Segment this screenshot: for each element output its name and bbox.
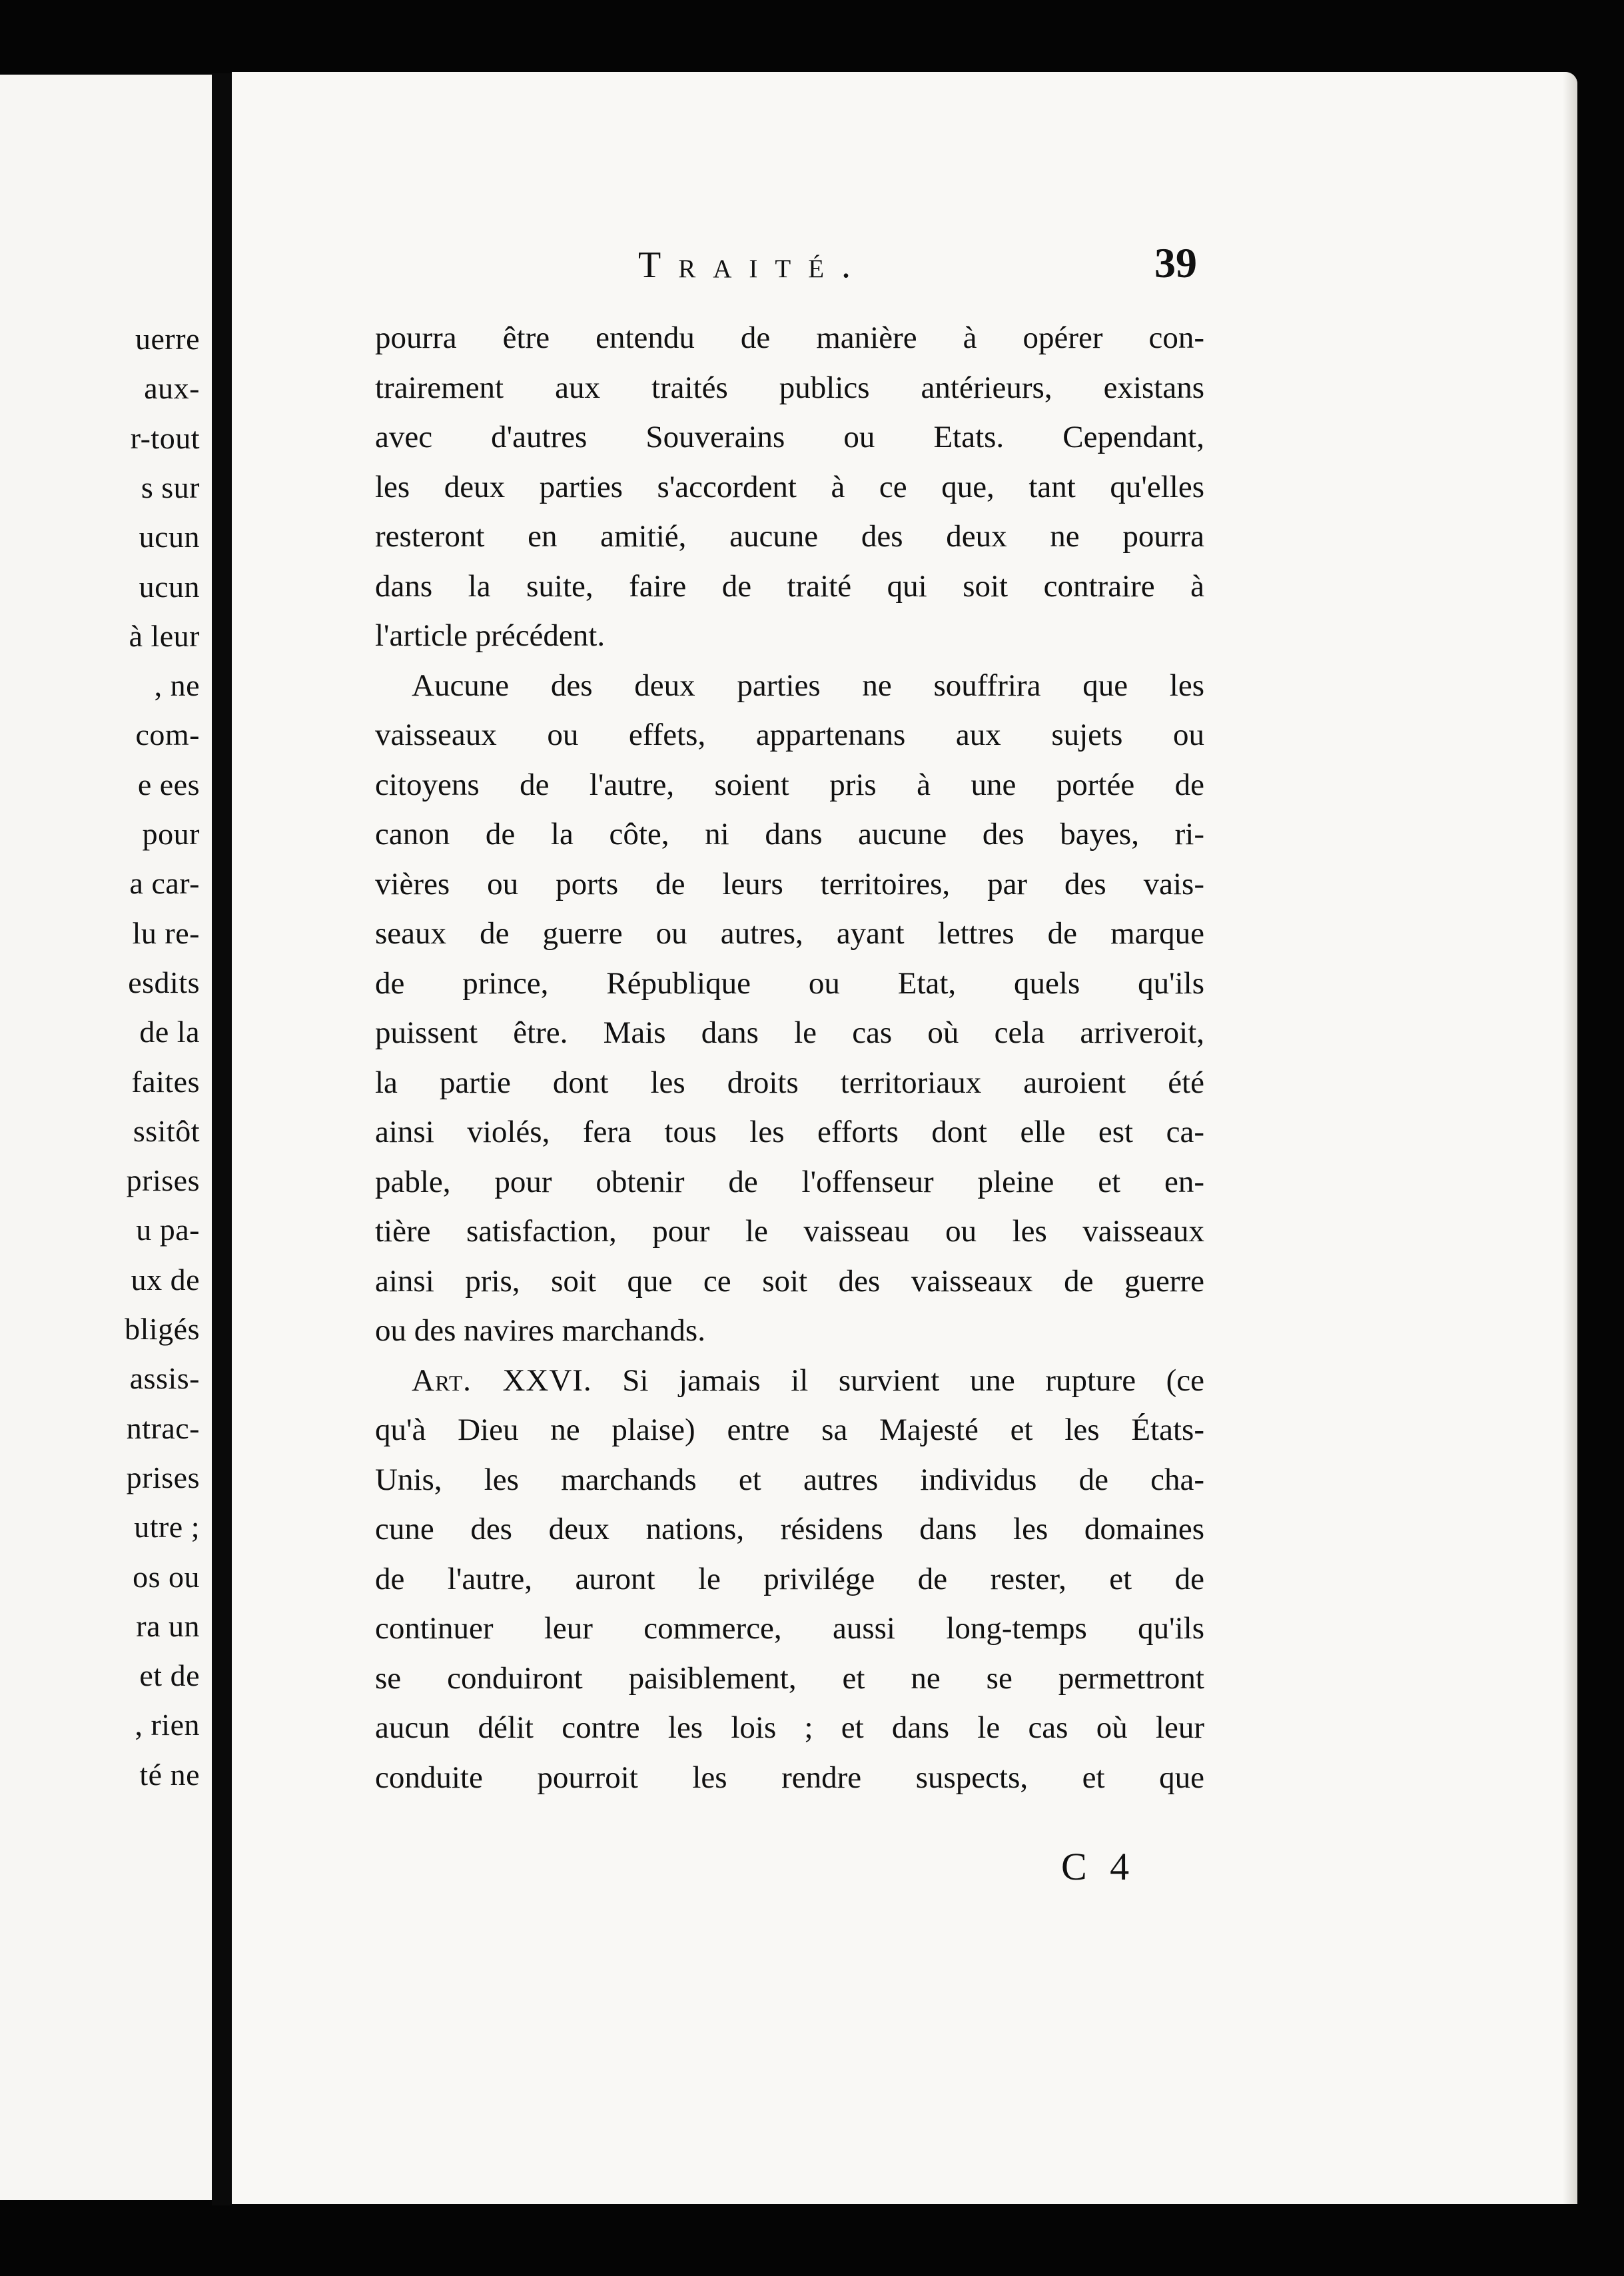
text-line <box>375 1107 1204 1157</box>
text-line-content: de l'autre, auront le privilége de rester, et de <box>375 1561 1204 1596</box>
text-line <box>375 1554 1204 1604</box>
text-line-content: de prince, République ou Etat, quels qu'ils <box>375 965 1204 1001</box>
article-label: Art. XXVI. <box>412 1363 592 1398</box>
text-line-content: l'article précédent. <box>375 618 606 653</box>
text-line-content: Aucune des deux parties ne souffrira que les <box>412 668 1204 703</box>
text-line-content: puissent être. Mais dans le cas où cela arriveroit, <box>375 1015 1204 1050</box>
text-line <box>375 810 1204 859</box>
text-line-content: Unis, les marchands et autres individus de cha- <box>375 1462 1204 1497</box>
text-line <box>375 1455 1204 1505</box>
left-page-line: aux- <box>144 371 200 406</box>
text-line <box>375 562 1204 612</box>
left-page-line: com- <box>135 718 200 752</box>
page-number: 39 <box>1154 239 1197 286</box>
left-page-line: ntrac- <box>126 1411 200 1445</box>
left-page-line: ucun <box>139 520 200 554</box>
text-line-content: pable, pour obtenir de l'offenseur pleine et en- <box>375 1164 1204 1199</box>
text-line-content: avec d'autres Souverains ou Etats. Cependant, <box>375 420 1204 454</box>
left-page-line: u pa- <box>136 1213 200 1247</box>
text-line-content: pourra être entendu de manière à opérer con- <box>375 320 1204 355</box>
signature-mark: C 4 <box>1061 1845 1136 1888</box>
text-line-content: tière satisfaction, pour le vaisseau ou les vaisseaux <box>375 1214 1204 1249</box>
text-line <box>375 1604 1204 1654</box>
left-page-line: et de <box>139 1658 200 1693</box>
text-line <box>375 611 1204 661</box>
text-line-content: aucun délit contre les lois ; et dans le cas où leur <box>375 1710 1204 1745</box>
text-line <box>375 462 1204 512</box>
left-page-line: , rien <box>135 1708 200 1742</box>
left-page-line: uerre <box>135 322 200 356</box>
text-line <box>375 760 1204 810</box>
text-line-content: resteront en amitié, aucune des deux ne pourra <box>375 519 1204 554</box>
text-line <box>375 1058 1204 1108</box>
text-line <box>375 1306 1204 1356</box>
page-edge <box>1563 72 1577 2204</box>
left-page-line: s sur <box>141 470 200 504</box>
text-line <box>375 1008 1204 1058</box>
text-line-content: vières ou ports de leurs territoires, par des vais- <box>375 866 1204 901</box>
text-line-content: seaux de guerre ou autres, ayant lettres de marque <box>375 916 1204 951</box>
text-line-content: continuer leur commerce, aussi long-temps qu'ils <box>375 1611 1204 1646</box>
text-line <box>375 313 1204 363</box>
left-page-line: prises <box>126 1163 200 1198</box>
text-line-content: se conduiront paisiblement, et ne se permettront <box>375 1660 1204 1696</box>
text-line <box>375 412 1204 462</box>
left-page-line: r-tout <box>130 420 200 455</box>
left-page-line: faites <box>131 1064 200 1099</box>
text-line-content: Si jamais il survient une rupture (ce <box>592 1363 1204 1398</box>
text-line-content: ou des navires marchands. <box>375 1313 705 1348</box>
text-line <box>375 1257 1204 1307</box>
text-line <box>375 909 1204 959</box>
left-page-line: à leur <box>129 618 200 653</box>
left-page-line: lu re- <box>132 915 200 950</box>
book-gutter <box>212 73 232 2205</box>
text-line <box>375 363 1204 413</box>
left-page-line: ucun <box>139 569 200 604</box>
text-line-content: qu'à Dieu ne plaise) entre sa Majesté et les États- <box>375 1413 1204 1447</box>
left-page-line: ra un <box>136 1608 200 1643</box>
text-line <box>375 710 1204 760</box>
text-line <box>375 661 1204 711</box>
left-page-line: pour <box>142 817 200 851</box>
text-line <box>375 1157 1204 1207</box>
running-head <box>232 239 1577 305</box>
running-title: Traité. <box>638 245 869 286</box>
text-line-content: vaisseaux ou effets, appartenans aux sujets ou <box>375 718 1204 752</box>
left-page-line: de la <box>139 1015 200 1049</box>
text-line <box>375 859 1204 909</box>
text-line-content: conduite pourroit les rendre suspects, et que <box>375 1760 1204 1795</box>
text-line-content: citoyens de l'autre, soient pris à une portée de <box>375 767 1204 802</box>
left-page-line: utre ; <box>134 1510 200 1544</box>
left-page-line: a car- <box>129 866 200 901</box>
text-line <box>375 959 1204 1009</box>
left-page <box>0 75 212 2200</box>
text-line-content: ainsi violés, fera tous les efforts dont elle est ca- <box>375 1115 1204 1149</box>
text-line <box>375 1753 1204 1803</box>
text-line <box>375 1504 1204 1554</box>
body-text <box>375 313 1204 1802</box>
right-page <box>232 72 1577 2204</box>
text-line <box>375 1654 1204 1704</box>
left-page-line: , ne <box>154 668 200 703</box>
left-page-line: assis- <box>129 1361 200 1396</box>
left-page-line: prises <box>126 1460 200 1494</box>
left-page-line: té ne <box>139 1757 200 1792</box>
text-line-content: ainsi pris, soit que ce soit des vaisseaux de guerre <box>375 1263 1204 1299</box>
text-line <box>375 1207 1204 1257</box>
text-line-content: canon de la côte, ni dans aucune des bayes, ri- <box>375 817 1204 852</box>
text-line <box>375 1356 1204 1406</box>
left-page-line: esdits <box>128 965 200 999</box>
text-line-content: cune des deux nations, résidens dans les domaines <box>375 1512 1204 1546</box>
text-line <box>375 1703 1204 1753</box>
left-page-line: os ou <box>133 1559 200 1594</box>
text-line-content: trairement aux traités publics antérieurs, existans <box>375 370 1204 405</box>
text-line-content: les deux parties s'accordent à ce que, tant qu'elles <box>375 469 1204 504</box>
text-line <box>375 512 1204 562</box>
left-page-line: ux de <box>131 1262 200 1297</box>
left-page-line: ssitôt <box>133 1113 200 1148</box>
text-line <box>375 1405 1204 1455</box>
left-page-line: e ees <box>137 767 200 802</box>
text-line-content: dans la suite, faire de traité qui soit contraire à <box>375 568 1204 604</box>
left-page-line: bligés <box>125 1312 200 1346</box>
text-line-content: la partie dont les droits territoriaux auroient été <box>375 1065 1204 1100</box>
